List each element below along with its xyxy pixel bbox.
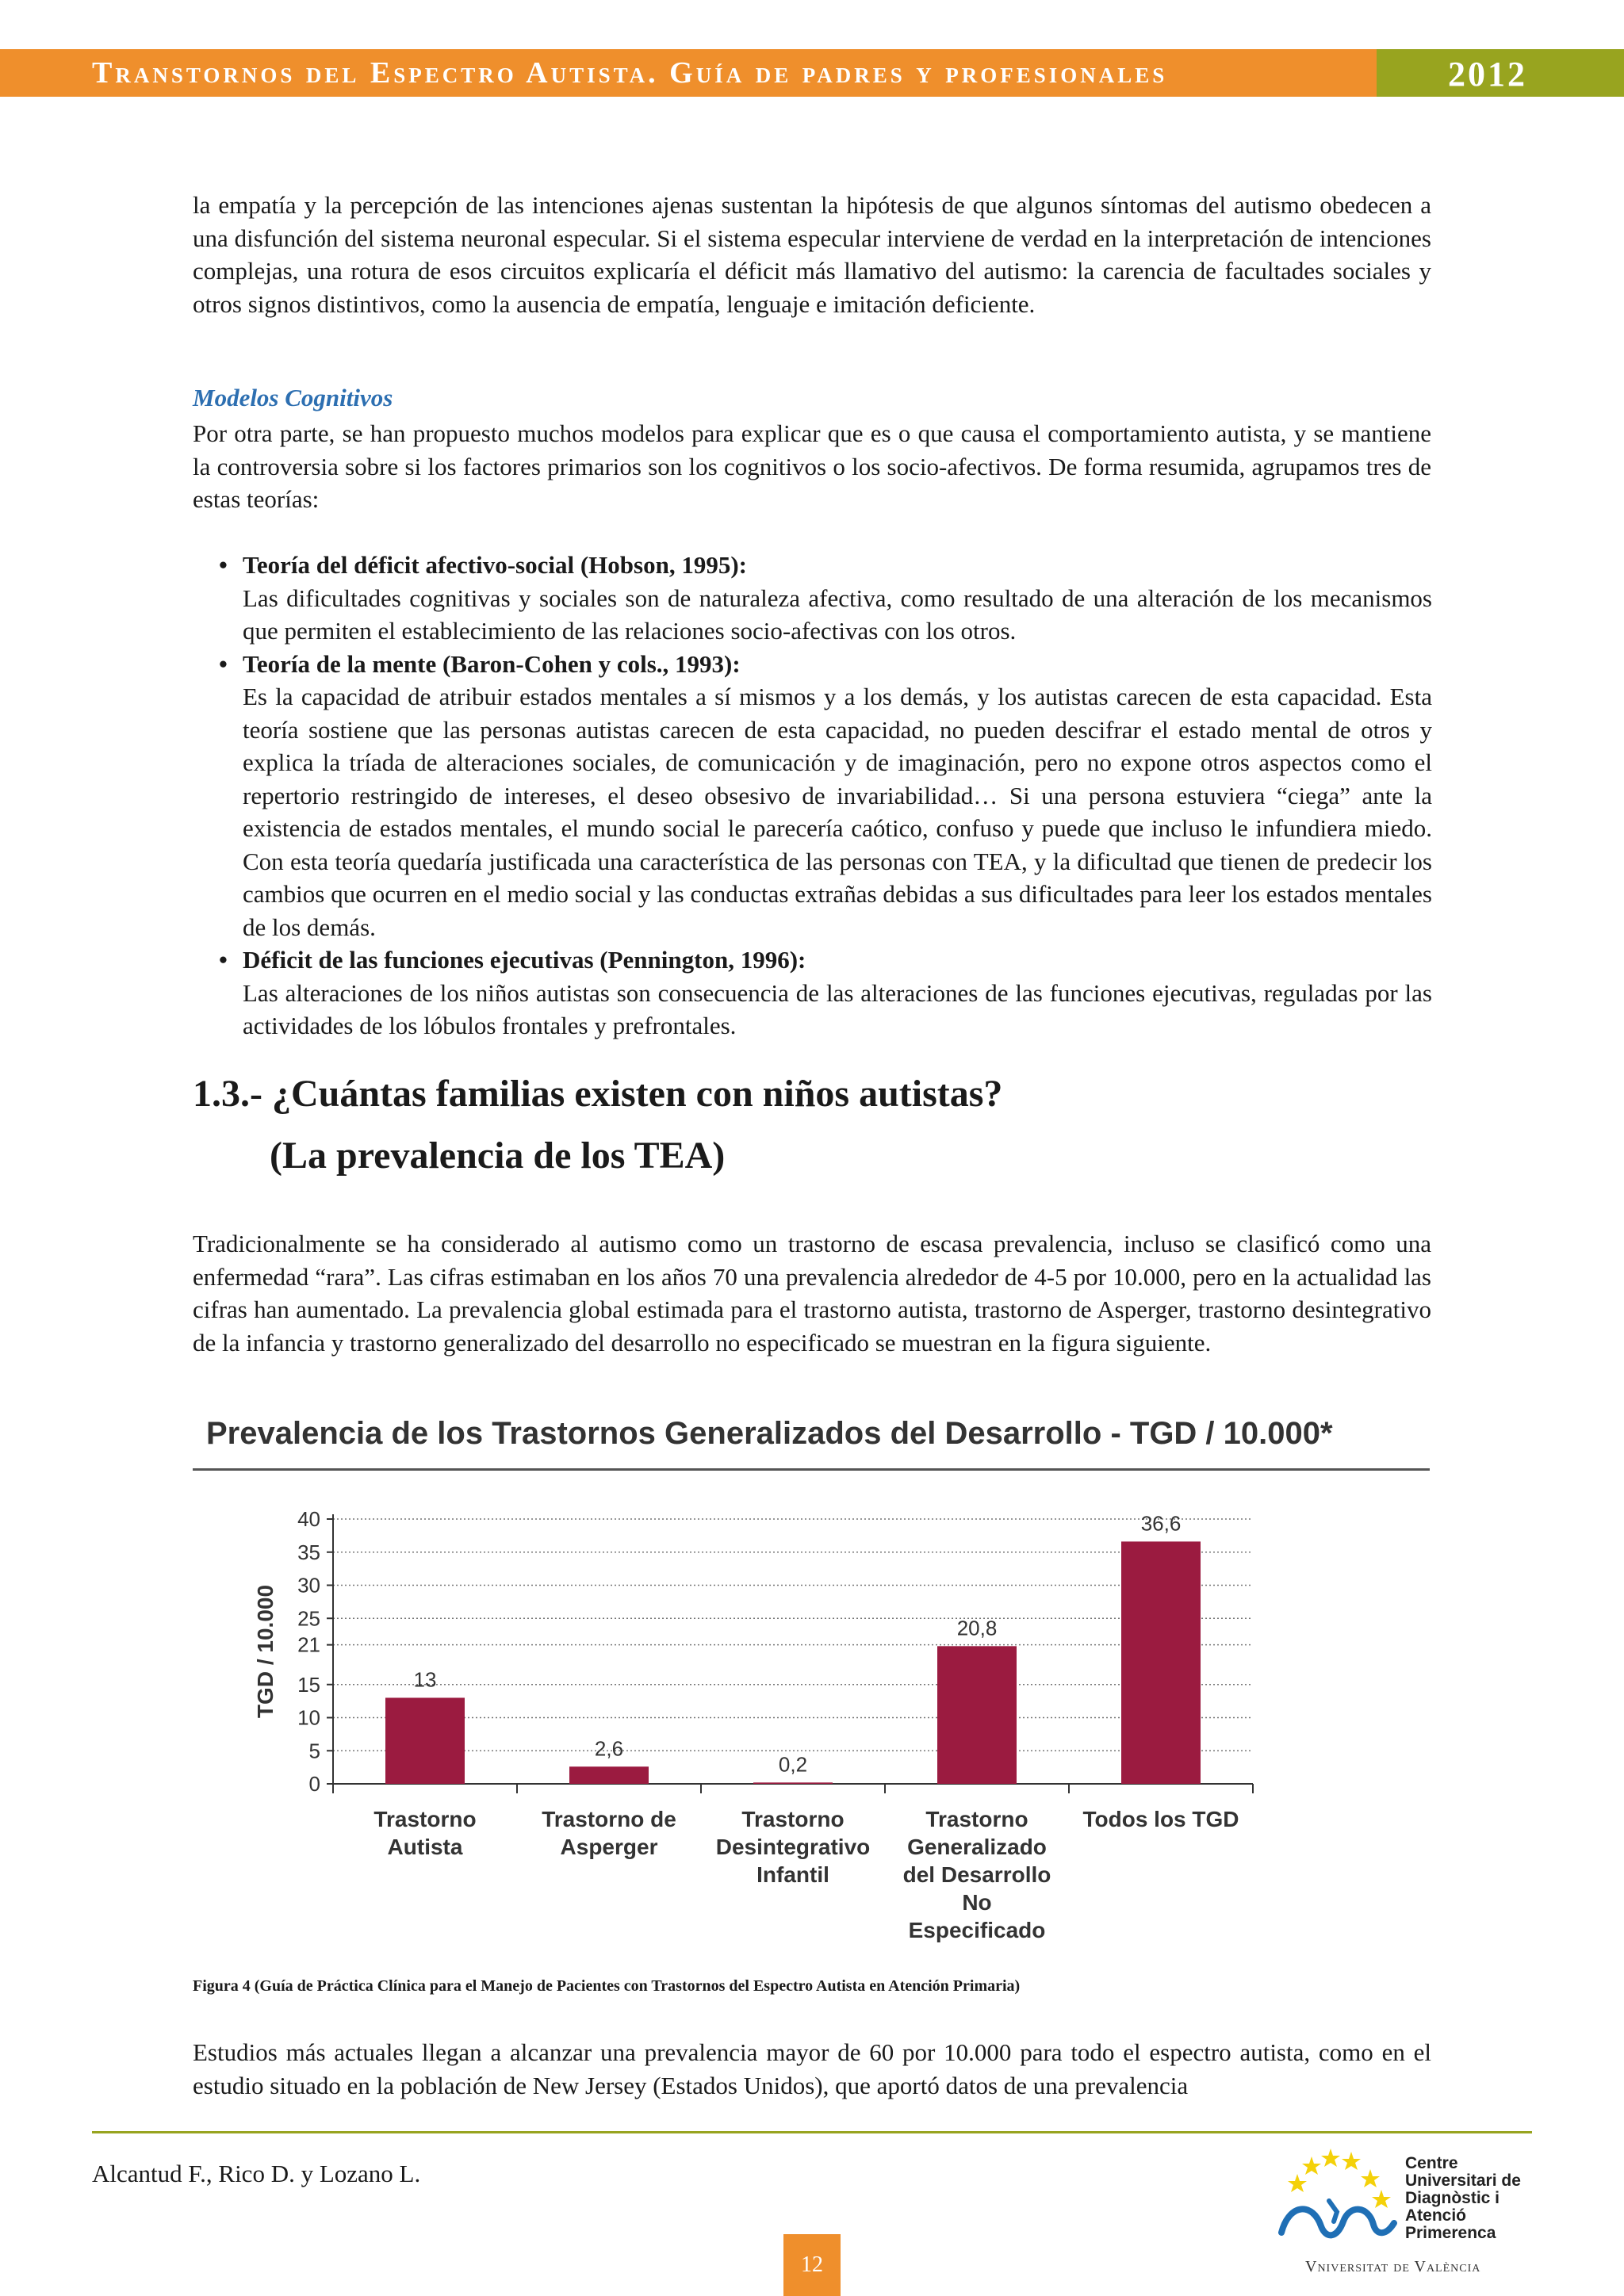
- logo-line: Universitari de: [1405, 2172, 1521, 2190]
- section-heading-cognitive-models: Modelos Cognitivos: [193, 384, 393, 411]
- theory-list: [219, 549, 1432, 1043]
- y-tick-label: 21: [297, 1632, 320, 1657]
- logo-line: Diagnòstic i: [1405, 2189, 1500, 2207]
- y-tick-label: 5: [308, 1739, 320, 1763]
- bullet-icon: •: [219, 946, 228, 974]
- logo-line: Centre: [1405, 2154, 1458, 2172]
- logo-line: Primerenca: [1405, 2224, 1496, 2242]
- theory-title: Teoría de la mente (Baron-Cohen y cols., 1993):: [243, 649, 741, 678]
- stars-logo-icon: [1274, 2139, 1400, 2250]
- x-category-label: Trastorno: [925, 1807, 1028, 1831]
- header-band: [0, 49, 1377, 97]
- bar: [1121, 1541, 1201, 1784]
- bar-value-label: 36,6: [1140, 1511, 1182, 1536]
- list-item: [219, 943, 1432, 1043]
- bullet-icon: •: [219, 649, 228, 678]
- logo-line: Atenció: [1405, 2206, 1467, 2225]
- university-name: Vniversitat de València: [1305, 2258, 1481, 2275]
- intro-paragraph: la empatía y la percepción de las intenciones ajenas sustentan la hipótesis de que algunos síntomas del autismo obedecen a una disfunción del sistema neuronal especular. Si el sistema especular interviene de verdad en la interpretación de intenciones complejas, una rotura de esos circuitos explicaría el déficit más llamativo del autismo: la carencia de facultades sociales y otros signos distintivos, como la ausencia de empatía, lenguaje e imitación deficiente.: [193, 191, 1431, 318]
- figure-caption: Figura 4 (Guía de Práctica Clínica para el Manejo de Pacientes con Trastornos del Espectro Autista en Atención Primaria): [193, 1977, 1021, 1995]
- section-subtitle: (La prevalencia de los TEA): [270, 1135, 726, 1177]
- x-category-label: Autista: [387, 1835, 463, 1859]
- page-header: [0, 49, 1624, 97]
- x-category-label: Trastorno: [741, 1807, 845, 1831]
- bar: [753, 1782, 833, 1784]
- x-category-label: Asperger: [560, 1835, 658, 1859]
- y-tick-label: 25: [297, 1606, 320, 1631]
- y-axis-label: TGD / 10.000: [253, 1584, 278, 1719]
- institution-logo: [1274, 2139, 1543, 2290]
- header-year-band: [1377, 49, 1624, 97]
- x-category-label: Especificado: [908, 1918, 1046, 1942]
- x-category-label: Desintegrativo: [715, 1835, 871, 1859]
- x-category-label: del Desarrollo: [902, 1862, 1051, 1887]
- prevalence-paragraph: Tradicionalmente se ha considerado al autismo como un trastorno de escasa prevalencia, incluso se clasificó como una enfermedad “rara”. Las cifras estimaban en los años 70 una prevalencia alrededor de 4-5 por 10.000, pero en la actualidad las cifras han aumentado. La prevalencia global estimada para el trastorno autista, trastorno de Asperger, trastorno desintegrativo de la infancia y trastorno generalizado del desarrollo no especificado se muestran en la figura siguiente.: [193, 1230, 1431, 1357]
- authors: Alcantud F., Rico D. y Lozano L.: [92, 2160, 421, 2187]
- bar: [385, 1697, 465, 1784]
- theory-title: Teoría del déficit afectivo-social (Hobson, 1995):: [243, 551, 747, 579]
- x-category-label: Todos los TGD: [1082, 1807, 1239, 1831]
- theory-title: Déficit de las funciones ejecutivas (Pennington, 1996):: [243, 946, 806, 974]
- header-title: Transtornos del Espectro Autista. Guía de padres y profesionales: [92, 56, 1168, 90]
- list-item: [219, 648, 1432, 944]
- theory-text: Las alteraciones de los niños autistas son consecuencia de las alteraciones de las funciones ejecutivas, reguladas por las actividades de los lóbulos frontales y prefrontales.: [243, 978, 1432, 1039]
- bar-value-label: 0,2: [778, 1752, 808, 1777]
- y-tick-label: 40: [297, 1507, 320, 1531]
- x-category-label: Trastorno de: [542, 1807, 676, 1831]
- x-category-label: No: [962, 1890, 992, 1915]
- bar-value-label: 13: [413, 1667, 437, 1692]
- x-category-label: Infantil: [756, 1862, 829, 1887]
- bar: [937, 1646, 1017, 1784]
- theory-text: Las dificultades cognitivas y sociales son de naturaleza afectiva, como resultado de una alteración de los mecanismos que permiten el establecimiento de las relaciones socio-afectivas con los otros.: [243, 584, 1432, 645]
- y-tick-label: 10: [297, 1705, 320, 1730]
- bar-value-label: 20,8: [956, 1616, 998, 1640]
- bar-value-label: 2,6: [594, 1736, 624, 1761]
- x-category-label: Trastorno: [373, 1807, 477, 1831]
- footer-rule: [92, 2131, 1532, 2133]
- x-category-label: Generalizado: [907, 1835, 1047, 1859]
- y-tick-label: 30: [297, 1573, 320, 1598]
- page-number: 12: [783, 2234, 841, 2296]
- list-item: [219, 549, 1432, 648]
- y-tick-label: 15: [297, 1672, 320, 1697]
- logo-text: [1405, 2155, 1521, 2242]
- section-title: 1.3.- ¿Cuántas familias existen con niños autistas?: [193, 1073, 1003, 1115]
- cognitive-paragraph: Por otra parte, se han propuesto muchos modelos para explicar que es o que causa el comportamiento autista, y se mantiene la controversia sobre si los factores primarios son los cognitivos o los socio-afectivos. De forma resumida, agrupamos tres de estas teorías:: [193, 419, 1431, 513]
- prevalence-bar-chart: [238, 1490, 1269, 1950]
- chart-title-rule: [193, 1468, 1430, 1471]
- bar: [569, 1766, 649, 1784]
- y-tick-label: 35: [297, 1540, 320, 1564]
- bullet-icon: •: [219, 551, 228, 579]
- header-year: 2012: [1448, 55, 1527, 94]
- theory-text: Es la capacidad de atribuir estados mentales a sí mismos y a los demás, y los autistas carecen de esta capacidad. Esta teoría sostiene que las personas autistas carecen de esta capacidad, no pueden descifrar el estado mental de otros y explica la tríada de alteraciones sociales, de comunicación y de imaginación, pero no expone otros aspectos como el repertorio restringido de intereses, el deseo obsesivo de invariabilidad… Si una persona estuviera “ciega” ante la existencia de estados mentales, el mundo social le parecería caótico, confuso y puede que incluso le infundiera miedo. Con esta teoría quedaría justificada una característica de las personas con TEA, y la dificultad que tienen de predecir los cambios que ocurren en el medio social y las conductas extrañas debidas a sus dificultades para leer los estados mentales de los demás.: [243, 683, 1432, 941]
- closing-paragraph: Estudios más actuales llegan a alcanzar una prevalencia mayor de 60 por 10.000 para todo el espectro autista, como en el estudio situado en la población de New Jersey (Estados Unidos), que aportó datos de una prevalencia: [193, 2038, 1431, 2099]
- chart-title: Prevalencia de los Trastornos Generalizados del Desarrollo - TGD / 10.000*: [206, 1416, 1333, 1451]
- y-tick-label: 0: [308, 1772, 320, 1796]
